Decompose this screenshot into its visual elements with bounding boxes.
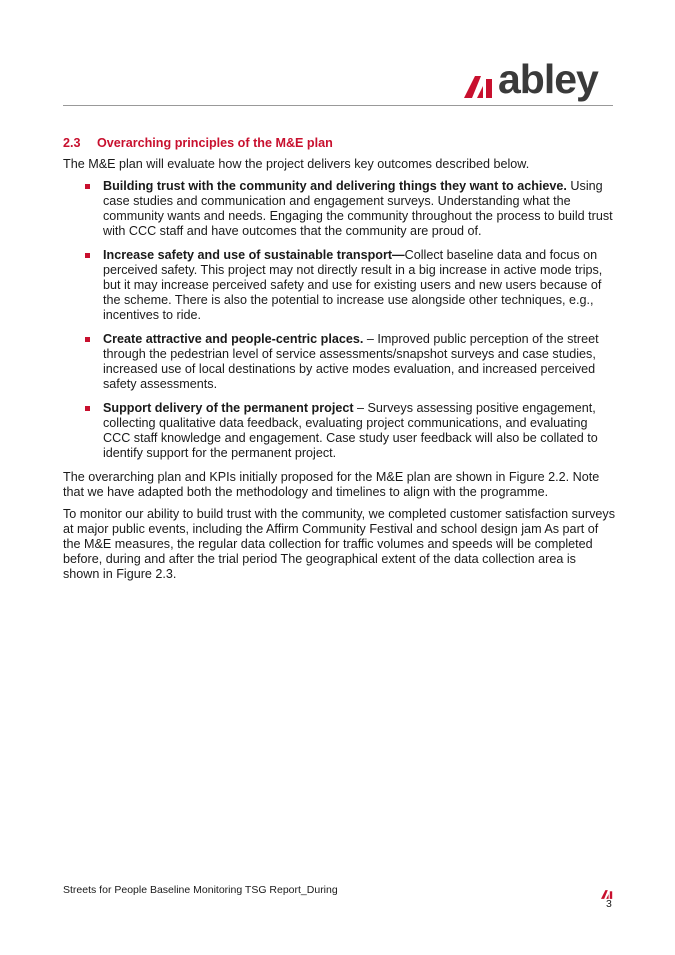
list-item	[63, 248, 615, 323]
list-item-heading: Support delivery of the permanent project	[103, 401, 354, 415]
list-item-heading: Increase safety and use of sustainable transport—	[103, 248, 405, 262]
section-title: Overarching principles of the M&E plan	[97, 136, 333, 150]
list-item-heading: Building trust with the community and delivering things they want to achieve.	[103, 179, 567, 193]
document-body	[63, 136, 615, 589]
body-paragraph: To monitor our ability to build trust with the community, we completed customer satisfaction surveys at major public events, including the Affirm Community Festival and school design jam As part of the M&E measures, the regular data collection for traffic volumes and speeds will be completed before, during and after the trial period The geographical extent of the data collection area is shown in Figure 2.3.	[63, 507, 616, 581]
body-paragraph: The overarching plan and KPIs initially proposed for the M&E plan are shown in Figure 2.2. Note that we have adapted both the methodology and timelines to align with the programme.	[63, 470, 600, 499]
bullet-icon	[85, 184, 90, 189]
outcome-list	[63, 179, 615, 461]
section-number: 2.3	[63, 136, 81, 150]
intro-paragraph: The M&E plan will evaluate how the project delivers key outcomes described below.	[63, 157, 530, 171]
abley-mark-icon	[464, 76, 494, 98]
list-item-text: Using case studies and communication and engagement surveys. Understanding what the community wants and needs. Engaging the community throughout the process to build trust with CCC staff and have outcomes that the community are proud of.	[103, 179, 613, 238]
list-item	[63, 179, 615, 239]
header-divider	[63, 105, 613, 106]
list-item-heading: Create attractive and people-centric places.	[103, 332, 364, 346]
page-number: 3	[606, 898, 612, 910]
logo-wordmark: abley	[498, 56, 598, 102]
list-item	[63, 332, 615, 392]
abley-logo	[464, 56, 598, 102]
footer-title: Streets for People Baseline Monitoring TSG Report_During	[63, 884, 338, 896]
list-item-text: – Surveys assessing positive engagement, collecting qualitative data feedback, evaluating project communications, and evaluating CCC staff knowledge and engagement. Case study user feedback will also be collated to identify support for the permanent project.	[103, 401, 598, 460]
bullet-icon	[85, 406, 90, 411]
list-item-text: Collect baseline data and focus on perceived safety. This project may not directly result in a big increase in active mode trips, but it may increase perceived safety and use for existing users and new users because of the scheme. There is also the potential to increase use alongside other techniques, e.g., incentives to ride.	[103, 248, 603, 322]
bullet-icon	[85, 337, 90, 342]
bullet-icon	[85, 253, 90, 258]
list-item-text: – Improved public perception of the street through the pedestrian level of service assessments/snapshot surveys and case studies, increased use of local destinations by active modes evaluation, and increased perceived safety assessments.	[103, 332, 599, 391]
section-heading	[63, 136, 615, 151]
list-item	[63, 401, 615, 461]
